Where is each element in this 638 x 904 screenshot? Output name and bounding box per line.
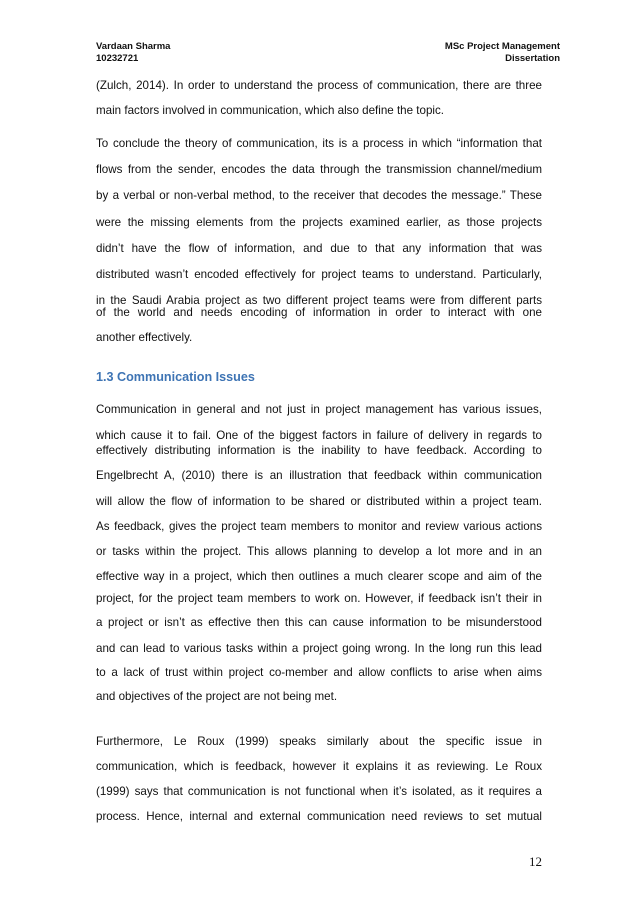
paragraph-line: a project or isn’t as effective then this can cause information to be misunderstood (96, 616, 542, 629)
author-name: Vardaan Sharma (96, 41, 171, 52)
paragraph-line: Engelbrecht A, (2010) there is an illustration that feedback within communication (96, 469, 542, 482)
paragraph-line: As feedback, gives the project team members to monitor and review various actions (96, 520, 542, 533)
section-heading: 1.3 Communication Issues (96, 370, 255, 384)
paragraph-line: by a verbal or non-verbal method, to the receiver that decodes the message.” These (96, 189, 542, 202)
paragraph-line: Furthermore, Le Roux (1999) speaks similarly about the specific issue in (96, 735, 542, 748)
paragraph-line: which cause it to fail. One of the biggest factors in failure of delivery in regards to (96, 429, 542, 442)
document-type: Dissertation (505, 53, 560, 64)
header-author (96, 41, 170, 65)
paragraph-line: and can lead to various tasks within a project going wrong. In the long run this lead (96, 642, 542, 655)
paragraph-line: or tasks within the project. This allows planning to develop a lot more and in an (96, 545, 542, 558)
paragraph-line: in the Saudi Arabia project as two different project teams were from different parts (96, 294, 542, 307)
paragraph-line: didn’t have the flow of information, and due to that any information that was (96, 242, 542, 255)
paragraph-line: effective way in a project, which then outlines a much clearer scope and aim of the (96, 570, 542, 583)
paragraph-line: and objectives of the project are not being met. (96, 690, 338, 703)
header-course (445, 41, 560, 65)
paragraph-line: (Zulch, 2014). In order to understand the process of communication, there are three (96, 79, 542, 92)
paragraph-line: communication, which is feedback, however it explains it as reviewing. Le Roux (96, 760, 542, 773)
student-id: 10232721 (96, 53, 139, 64)
page-number: 12 (529, 854, 542, 869)
paragraph-line: flows from the sender, encodes the data through the transmission channel/medium (96, 163, 542, 176)
paragraph-line: (1999) says that communication is not functional when it’s isolated, as it requires a (96, 785, 542, 798)
paragraph-line: another effectively. (96, 331, 193, 344)
paragraph-line: project, for the project team members to work on. However, if feedback isn’t their in (96, 592, 542, 605)
paragraph-line: were the missing elements from the projects examined earlier, as those projects (96, 216, 542, 229)
course-name: MSc Project Management (444, 41, 560, 52)
paragraph-line: to a lack of trust within project co-member and allow conflicts to arise when aims (96, 666, 542, 679)
paragraph-line: To conclude the theory of communication, its is a process in which “information that (96, 137, 542, 150)
paragraph-line: will allow the flow of information to be shared or distributed within a project team. (96, 495, 542, 508)
paragraph-line: distributed wasn’t encoded effectively for project teams to understand. Particularly, (96, 268, 542, 281)
paragraph-line: effectively distributing information is the inability to have feedback. According to (96, 444, 542, 457)
paragraph-line: of the world and needs encoding of information in order to interact with one (96, 306, 542, 319)
paragraph-line: main factors involved in communication, which also define the topic. (96, 104, 444, 117)
paragraph-line: Communication in general and not just in project management has various issues, (96, 403, 542, 416)
paragraph-line: process. Hence, internal and external communication need reviews to set mutual (96, 810, 542, 823)
